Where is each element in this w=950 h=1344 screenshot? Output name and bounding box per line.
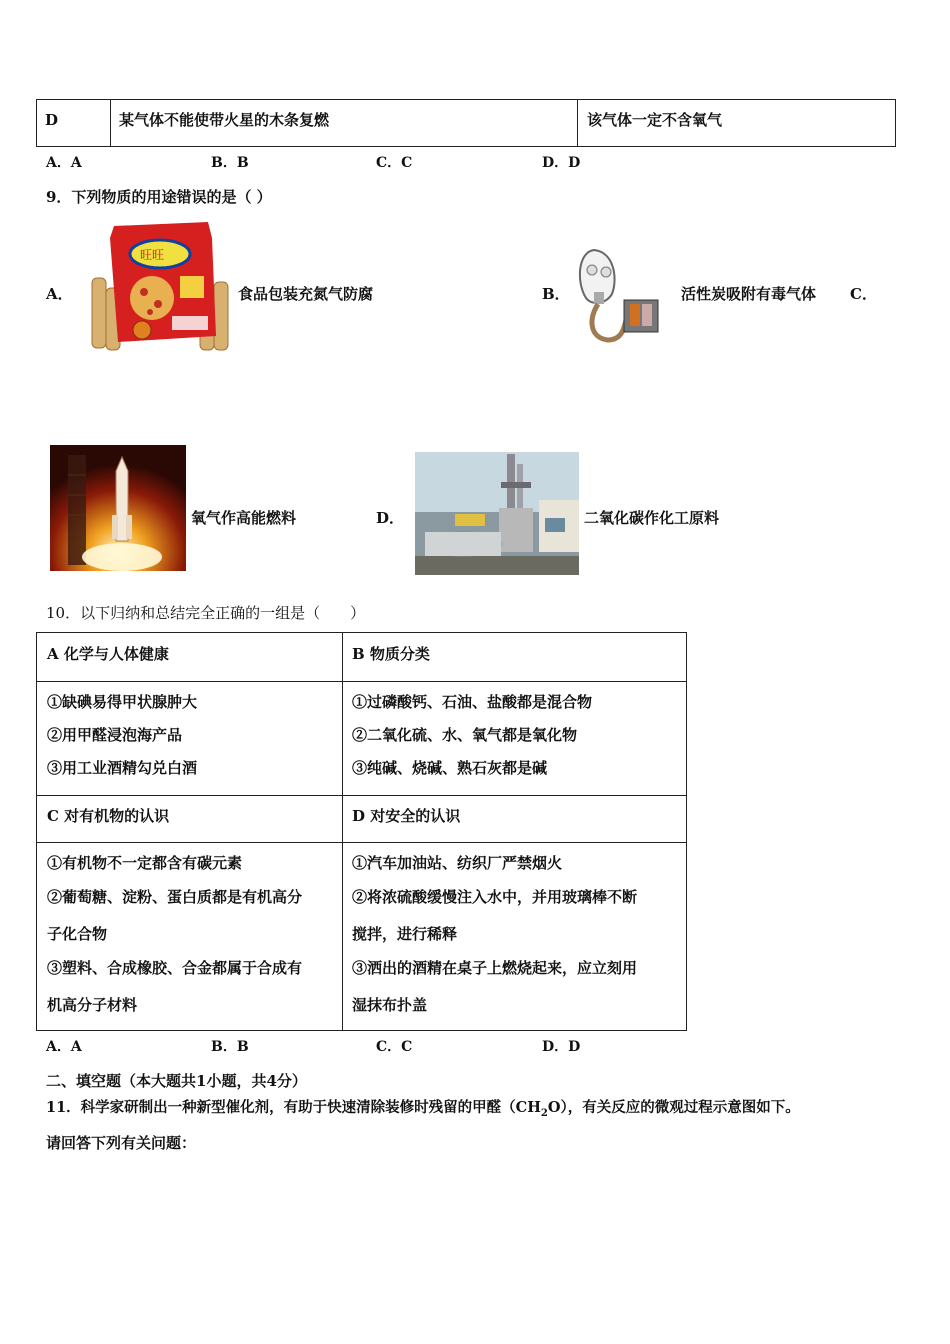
q8-option-b[interactable]: B．B — [211, 155, 249, 171]
q9-option-a-label[interactable]: A． — [46, 285, 73, 303]
q10-table — [36, 632, 687, 1031]
q10-c-line: ②葡萄糖、淀粉、蛋白质都是有机高分 — [47, 888, 303, 906]
table-divider — [342, 633, 343, 1030]
q10-option-a[interactable]: A．A — [46, 1039, 82, 1055]
q8-table-row-d — [36, 99, 896, 147]
q10-c-line: ③塑料、合成橡胶、合金都属于合成有 — [47, 959, 303, 977]
section-heading: 二、填空题（本大题共1小题，共4分） — [46, 1072, 307, 1090]
q11-text-before: 11．科学家研制出一种新型催化剂，有助于快速清除装修时残留的甲醛（CH — [46, 1099, 541, 1116]
q10-a-item: ②用甲醛浸泡海产品 — [47, 726, 183, 744]
q9-option-d-label[interactable]: D． — [376, 509, 405, 527]
q10-c-line: ①有机物不一定都含有碳元素 — [47, 854, 243, 872]
svg-text:旺旺: 旺旺 — [140, 248, 165, 262]
q10-d-line: ③洒出的酒精在桌子上燃烧起来，应立刻用 — [352, 959, 638, 977]
q9-title: 9．下列物质的用途错误的是（ ） — [46, 188, 272, 206]
q10-d-line: ②将浓硫酸缓慢注入水中，并用玻璃棒不断 — [352, 888, 638, 906]
q10-option-c[interactable]: C．C — [376, 1039, 413, 1055]
q10-b-header: B 物质分类 — [352, 645, 430, 663]
table-divider — [110, 100, 111, 146]
q8-option-d[interactable]: D．D — [542, 155, 581, 171]
table-divider — [577, 100, 578, 146]
q9-option-a-text: 食品包装充氮气防腐 — [238, 285, 374, 303]
q11-text — [46, 1096, 800, 1119]
q10-c-header: C 对有机物的认识 — [47, 807, 170, 825]
table-divider — [37, 795, 686, 796]
q9-option-b-label[interactable]: B． — [542, 285, 570, 303]
q11-subscript: 2 — [540, 1107, 548, 1119]
q10-a-item: ③用工业酒精勾兑白酒 — [47, 759, 198, 777]
q10-d-line: 湿抹布扑盖 — [352, 996, 428, 1014]
q10-c-line: 机高分子材料 — [47, 996, 138, 1014]
q9-option-d-text: 二氧化碳作化工原料 — [584, 509, 720, 527]
gas-mask-image — [572, 242, 668, 350]
rocket-launch-image — [50, 445, 186, 571]
table-divider — [37, 681, 686, 682]
q10-title: 10．以下归纳和总结完全正确的一组是（ ） — [46, 604, 366, 622]
q11-text-after: O），有关反应的微观过程示意图如下。 — [547, 1099, 800, 1116]
q10-c-line: 子化合物 — [47, 925, 108, 943]
q10-b-item: ①过磷酸钙、石油、盐酸都是混合物 — [352, 693, 593, 711]
q10-a-item: ①缺碘易得甲状腺肿大 — [47, 693, 198, 711]
q8-option-c[interactable]: C．C — [376, 155, 413, 171]
q10-option-d[interactable]: D．D — [542, 1039, 581, 1055]
row-conclusion: 该气体一定不含氧气 — [587, 111, 723, 129]
q10-b-item: ③纯碱、烧碱、熟石灰都是碱 — [352, 759, 548, 777]
q10-d-line: 搅拌，进行稀释 — [352, 925, 458, 943]
q10-option-b[interactable]: B．B — [211, 1039, 249, 1055]
q9-option-c-label[interactable]: C． — [850, 285, 877, 303]
chemical-plant-image — [415, 452, 579, 575]
row-statement: 某气体不能使带火星的木条复燃 — [119, 111, 330, 129]
q10-b-item: ②二氧化硫、水、氧气都是氧化物 — [352, 726, 578, 744]
q9-option-c-text: 氧气作高能燃料 — [191, 509, 297, 527]
q10-d-header: D 对安全的认识 — [352, 807, 461, 825]
q11-prompt: 请回答下列有关问题： — [46, 1134, 197, 1152]
snack-bag-image — [88, 218, 232, 352]
table-divider — [37, 842, 686, 843]
q9-option-b-text: 活性炭吸附有毒气体 — [681, 285, 817, 303]
row-label: D — [45, 111, 59, 129]
q10-a-header: A 化学与人体健康 — [47, 645, 169, 663]
q10-d-line: ①汽车加油站、纺织厂严禁烟火 — [352, 854, 563, 872]
q8-option-a[interactable]: A．A — [46, 155, 82, 171]
